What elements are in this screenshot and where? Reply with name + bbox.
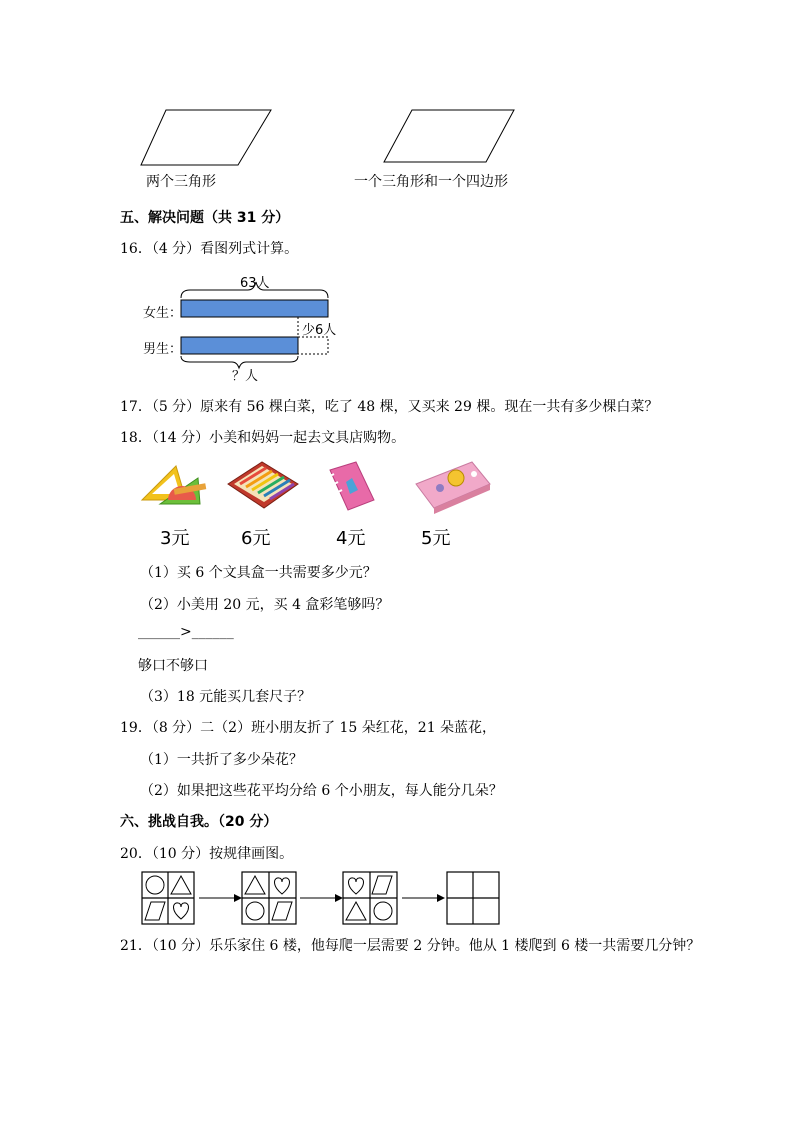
pencil-box-price: 5元 — [421, 528, 451, 549]
section5-title: 五、解决问题（共 31 分） — [120, 210, 290, 226]
boys-label: 男生： — [143, 342, 183, 357]
q20-text: 20．（10 分）按规律画图。 — [120, 846, 294, 862]
q19-text: 19．（8 分）二（2）班小朋友折了 15 朵红花，21 朵蓝花， — [120, 720, 497, 736]
total-label: 63人 — [240, 276, 270, 291]
difference-label: 少6人 — [302, 323, 337, 338]
unknown-label: ？人 — [232, 369, 259, 384]
q17-text: 17．（5 分）原来有 56 棵白菜，吃了 48 棵，又买来 29 棵。现在一共有多少棵白菜？ — [120, 399, 659, 415]
q18-sub3: （3）18 元能买几套尺子？ — [140, 689, 312, 705]
enough-choice[interactable]: 够口不够口 — [138, 658, 208, 674]
notebook-price: 4元 — [336, 528, 366, 549]
compare-blanks[interactable]: ______>______ — [138, 624, 234, 640]
q16-text: 16．（4 分）看图列式计算。 — [120, 241, 299, 257]
left-shape-caption: 两个三角形 — [146, 174, 216, 190]
ruler-set-price: 3元 — [160, 528, 190, 549]
section6-title: 六、挑战自我。（20 分） — [120, 814, 278, 830]
color-pencils-price: 6元 — [241, 528, 271, 549]
q19-sub1: （1）一共折了多少朵花？ — [140, 752, 303, 768]
q19-sub2: （2）如果把这些花平均分给 6 个小朋友，每人能分几朵？ — [140, 783, 503, 799]
q18-text: 18．（14 分）小美和妈妈一起去文具店购物。 — [120, 430, 406, 446]
q21-text: 21．（10 分）乐乐家住 6 楼，他每爬一层需要 2 分钟。他从 1 楼爬到 6 楼一共需要几分钟？ — [120, 938, 701, 954]
right-shape-caption: 一个三角形和一个四边形 — [354, 174, 508, 190]
q18-sub2: （2）小美用 20 元，买 4 盒彩笔够吗？ — [140, 597, 390, 613]
girls-label: 女生： — [143, 306, 183, 321]
q18-sub1: （1）买 6 个文具盒一共需要多少元？ — [140, 565, 377, 581]
